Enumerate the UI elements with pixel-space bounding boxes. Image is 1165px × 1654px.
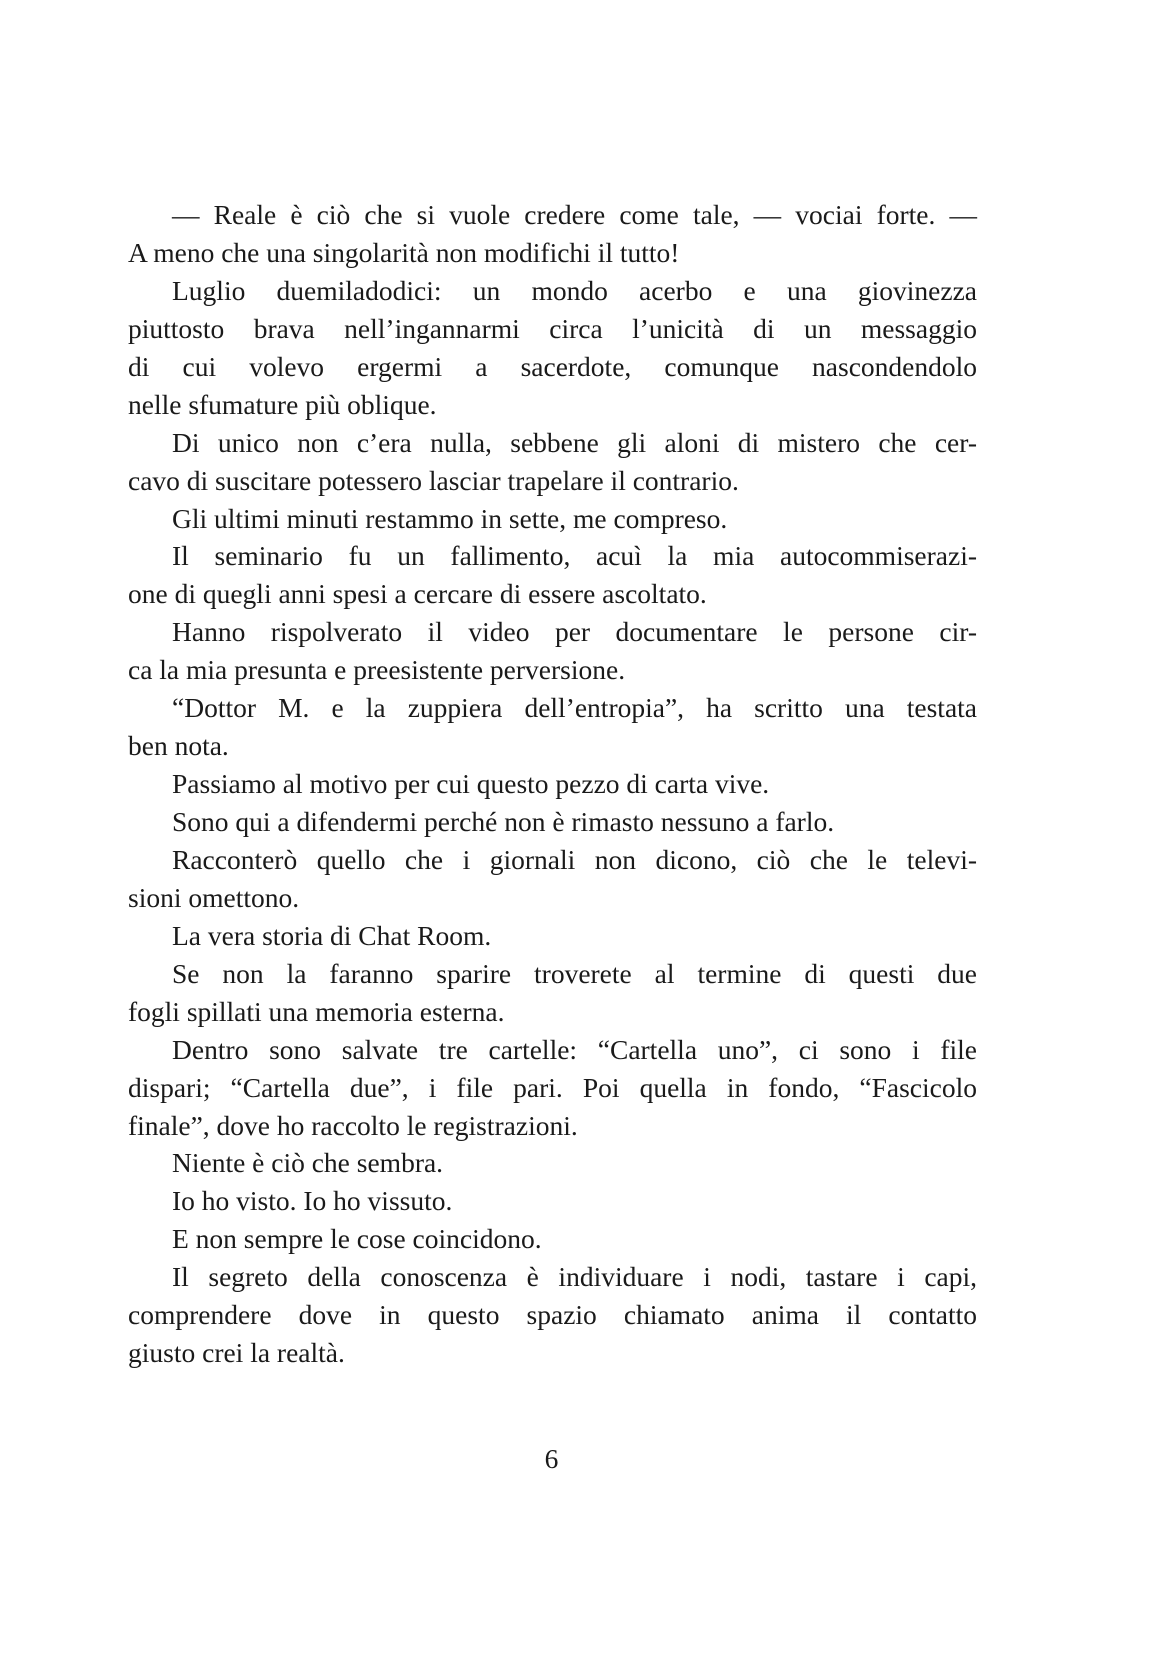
paragraph — [128, 537, 977, 613]
text-line: comprendere dove in questo spazio chiamato anima il contatto — [128, 1299, 977, 1331]
text-line: “Dottor M. e la zuppiera dell’entropia”, ha scritto una testata — [172, 692, 977, 724]
paragraph — [128, 841, 977, 917]
text-line: Il seminario fu un fallimento, acuì la mia autocommiserazi- — [172, 540, 977, 572]
text-line: sioni omettono. — [128, 881, 300, 913]
text-line: one di quegli anni spesi a cercare di essere ascoltato. — [128, 578, 707, 610]
paragraph — [128, 1144, 977, 1182]
paragraph — [128, 803, 977, 841]
text-line: Racconterò quello che i giornali non dicono, ciò che le televi- — [172, 843, 977, 875]
text-line: Di unico non c’era nulla, sebbene gli aloni di mistero che cer- — [172, 426, 977, 458]
text-line: ben nota. — [128, 730, 229, 762]
text-line: A meno che una singolarità non modifichi il tutto! — [128, 236, 680, 268]
page-number: 6 — [544, 1443, 559, 1474]
paragraph — [128, 500, 977, 538]
body-text — [128, 196, 977, 1372]
text-line: finale”, dove ho raccolto le registrazioni. — [128, 1109, 578, 1141]
text-line: Hanno rispolverato il video per documentare le persone cir- — [172, 616, 977, 648]
paragraph — [128, 272, 977, 424]
text-line: E non sempre le cose coincidono. — [172, 1223, 542, 1255]
text-line: Dentro sono salvate tre cartelle: “Cartella uno”, ci sono i file — [172, 1033, 977, 1065]
paragraph — [128, 1182, 977, 1220]
text-line: Sono qui a difendermi perché non è rimasto nessuno a farlo. — [172, 806, 835, 837]
text-line: Niente è ciò che sembra. — [172, 1147, 444, 1179]
paragraph — [128, 424, 977, 500]
paragraph — [128, 1031, 977, 1145]
text-line: Luglio duemiladodici: un mondo acerbo e una giovinezza — [172, 274, 977, 306]
text-line: — Reale è ciò che si vuole credere come tale, — vociai forte. — — [172, 199, 977, 230]
paragraph — [128, 196, 977, 272]
text-line: cavo di suscitare potessero lasciar trapelare il contrario. — [128, 464, 739, 496]
text-line: Se non la faranno sparire troverete al termine di questi due — [172, 957, 977, 989]
text-line: Passiamo al motivo per cui questo pezzo di carta vive. — [172, 768, 770, 800]
text-line: giusto crei la realtà. — [128, 1337, 345, 1369]
text-line: ca la mia presunta e preesistente perversione. — [128, 654, 626, 686]
paragraph — [128, 765, 977, 803]
paragraph — [128, 1258, 977, 1372]
text-line: nelle sfumature più oblique. — [128, 388, 437, 420]
text-line: di cui volevo ergermi a sacerdote, comunque nascondendolo — [128, 350, 977, 382]
text-line: fogli spillati una memoria esterna. — [128, 995, 505, 1027]
paragraph — [128, 955, 977, 1031]
paragraph — [128, 1220, 977, 1258]
text-line: Io ho visto. Io ho vissuto. — [172, 1185, 453, 1217]
text-line: Gli ultimi minuti restammo in sette, me compreso. — [172, 502, 728, 534]
paragraph — [128, 689, 977, 765]
paragraph — [128, 613, 977, 689]
text-line: La vera storia di Chat Room. — [172, 919, 492, 951]
paragraph — [128, 917, 977, 955]
text-line: dispari; “Cartella due”, i file pari. Poi quella in fondo, “Fascicolo — [128, 1071, 977, 1103]
text-line: piuttosto brava nell’ingannarmi circa l’unicità di un messaggio — [128, 312, 977, 344]
text-line: Il segreto della conoscenza è individuare i nodi, tastare i capi, — [172, 1261, 977, 1293]
